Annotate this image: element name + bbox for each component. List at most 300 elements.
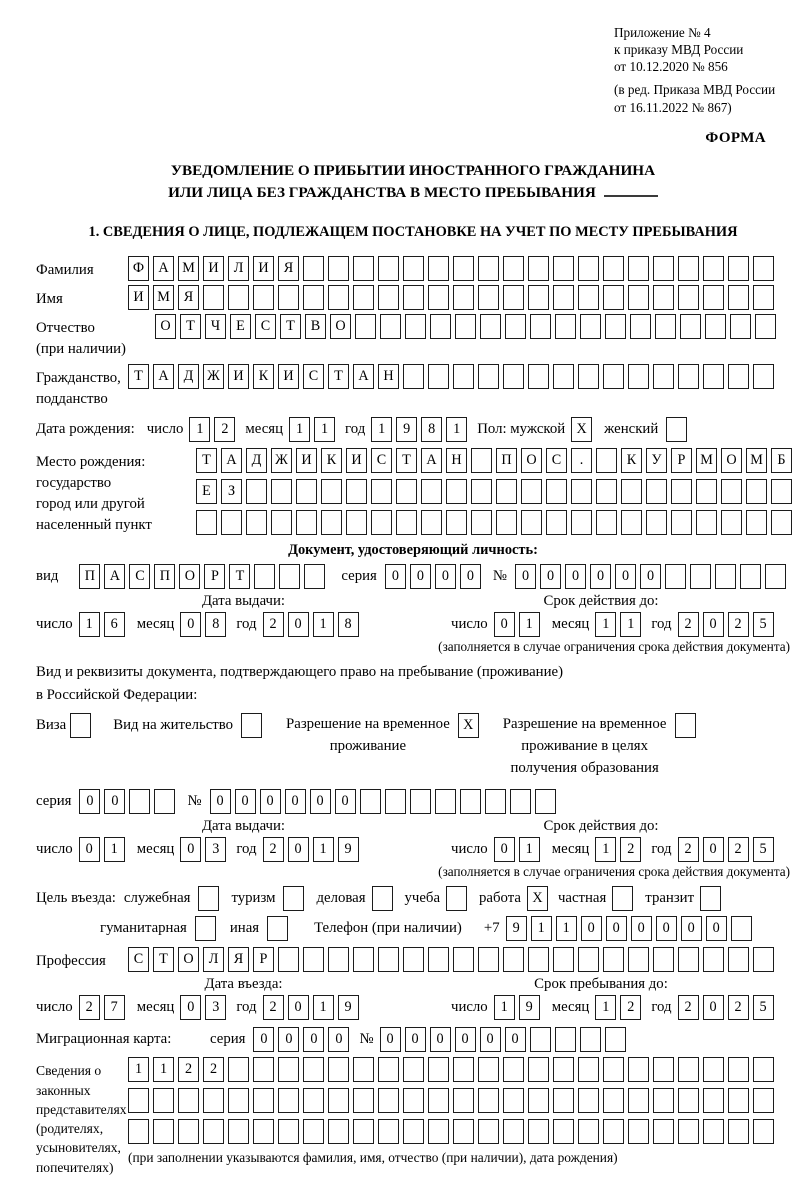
form-cell[interactable] [428,364,449,389]
form-cell[interactable] [360,789,381,814]
form-cell[interactable] [378,947,399,972]
form-cell[interactable] [628,364,649,389]
form-cell[interactable] [428,1057,449,1082]
form-cell[interactable]: И [346,448,367,473]
form-cell[interactable] [503,1088,524,1113]
form-cell[interactable] [528,256,549,281]
form-cell[interactable] [771,510,792,535]
form-cell[interactable] [715,564,736,589]
form-cell[interactable] [653,285,674,310]
form-cell[interactable]: И [128,285,149,310]
form-cell[interactable]: 2 [620,837,641,862]
form-cell[interactable]: 0 [703,837,724,862]
form-cell[interactable] [653,256,674,281]
form-cell[interactable]: Я [178,285,199,310]
form-cell[interactable]: К [253,364,274,389]
form-cell[interactable]: 0 [278,1027,299,1052]
form-cell[interactable] [478,1057,499,1082]
form-cell[interactable]: 0 [180,612,201,637]
form-cell[interactable] [678,1088,699,1113]
form-cell[interactable]: 2 [728,612,749,637]
form-cell[interactable] [428,285,449,310]
form-cell[interactable]: 1 [314,417,335,442]
form-cell[interactable]: С [255,314,276,339]
form-cell[interactable] [578,947,599,972]
form-cell[interactable] [328,947,349,972]
form-cell[interactable] [460,789,481,814]
form-cell[interactable] [696,479,717,504]
form-cell[interactable]: Л [228,256,249,281]
form-cell[interactable] [528,947,549,972]
form-cell[interactable]: 0 [581,916,602,941]
form-cell[interactable]: 1 [556,916,577,941]
form-cell[interactable] [328,256,349,281]
form-cell[interactable] [321,479,342,504]
form-cell[interactable] [428,1119,449,1144]
form-cell[interactable]: 0 [180,995,201,1020]
form-cell[interactable] [605,314,626,339]
form-cell[interactable] [728,1119,749,1144]
form-cell[interactable] [510,789,531,814]
form-cell[interactable] [478,1088,499,1113]
form-cell[interactable] [628,256,649,281]
form-cell[interactable]: Л [203,947,224,972]
form-cell[interactable] [480,314,501,339]
form-cell[interactable] [578,285,599,310]
form-cell[interactable] [328,1119,349,1144]
form-cell[interactable]: О [521,448,542,473]
form-cell[interactable]: 0 [494,612,515,637]
form-cell[interactable] [378,285,399,310]
form-cell[interactable] [303,285,324,310]
form-cell[interactable]: О [178,947,199,972]
checkbox-purpose-humanitarian[interactable] [195,916,216,941]
form-cell[interactable]: А [221,448,242,473]
form-cell[interactable]: 0 [703,612,724,637]
checkbox-temp-permit-edu[interactable] [675,713,696,738]
form-cell[interactable]: 3 [205,837,226,862]
form-cell[interactable] [303,947,324,972]
form-cell[interactable]: 1 [313,995,334,1020]
form-cell[interactable] [403,1088,424,1113]
form-cell[interactable] [553,947,574,972]
form-cell[interactable]: Р [204,564,225,589]
form-cell[interactable] [528,1119,549,1144]
form-cell[interactable]: 8 [421,417,442,442]
form-cell[interactable] [728,364,749,389]
form-cell[interactable]: 3 [205,995,226,1020]
checkbox-purpose-work[interactable]: X [527,886,548,911]
form-cell[interactable]: 1 [289,417,310,442]
form-cell[interactable]: 2 [178,1057,199,1082]
form-cell[interactable] [228,285,249,310]
form-cell[interactable] [696,510,717,535]
form-cell[interactable]: К [321,448,342,473]
form-cell[interactable]: 8 [338,612,359,637]
form-cell[interactable]: С [129,564,150,589]
form-cell[interactable] [628,947,649,972]
form-cell[interactable] [471,479,492,504]
form-cell[interactable]: 0 [104,789,125,814]
form-cell[interactable]: 9 [519,995,540,1020]
form-cell[interactable]: Ж [271,448,292,473]
form-cell[interactable] [246,479,267,504]
form-cell[interactable] [653,947,674,972]
form-cell[interactable] [721,510,742,535]
form-cell[interactable] [478,1119,499,1144]
form-cell[interactable] [403,1057,424,1082]
form-cell[interactable] [128,1119,149,1144]
form-cell[interactable]: 0 [703,995,724,1020]
form-cell[interactable] [753,256,774,281]
form-cell[interactable] [603,1057,624,1082]
form-cell[interactable] [755,314,776,339]
form-cell[interactable]: С [128,947,149,972]
form-cell[interactable] [578,1057,599,1082]
form-cell[interactable] [128,1088,149,1113]
form-cell[interactable] [503,1119,524,1144]
form-cell[interactable]: 0 [494,837,515,862]
form-cell[interactable]: 0 [515,564,536,589]
form-cell[interactable] [690,564,711,589]
form-cell[interactable]: Т [396,448,417,473]
form-cell[interactable]: 2 [263,612,284,637]
form-cell[interactable]: 2 [728,837,749,862]
form-cell[interactable] [203,1119,224,1144]
form-cell[interactable]: Е [196,479,217,504]
form-cell[interactable] [353,947,374,972]
form-cell[interactable]: 1 [128,1057,149,1082]
form-cell[interactable] [665,564,686,589]
form-cell[interactable] [496,510,517,535]
checkbox-purpose-business[interactable] [372,886,393,911]
form-cell[interactable]: В [305,314,326,339]
form-cell[interactable]: О [330,314,351,339]
form-cell[interactable]: А [153,256,174,281]
form-cell[interactable] [628,1057,649,1082]
form-cell[interactable] [521,510,542,535]
form-cell[interactable] [728,256,749,281]
form-cell[interactable]: 0 [455,1027,476,1052]
checkbox-purpose-tourism[interactable] [283,886,304,911]
form-cell[interactable] [731,916,752,941]
form-cell[interactable]: П [154,564,175,589]
form-cell[interactable]: С [303,364,324,389]
form-cell[interactable] [303,1119,324,1144]
form-cell[interactable]: 0 [656,916,677,941]
form-cell[interactable] [646,510,667,535]
form-cell[interactable] [753,364,774,389]
form-cell[interactable] [753,1088,774,1113]
form-cell[interactable] [453,1088,474,1113]
form-cell[interactable]: Я [228,947,249,972]
form-cell[interactable] [228,1119,249,1144]
form-cell[interactable] [728,1057,749,1082]
form-cell[interactable]: 2 [678,995,699,1020]
form-cell[interactable] [746,510,767,535]
form-cell[interactable]: 0 [288,612,309,637]
form-cell[interactable] [455,314,476,339]
form-cell[interactable] [471,448,492,473]
form-cell[interactable]: 1 [531,916,552,941]
form-cell[interactable] [478,285,499,310]
checkbox-gender-female[interactable] [666,417,687,442]
form-cell[interactable] [153,1119,174,1144]
form-cell[interactable]: Т [128,364,149,389]
form-cell[interactable] [703,1057,724,1082]
form-cell[interactable] [178,1088,199,1113]
form-cell[interactable] [753,1057,774,1082]
form-cell[interactable] [740,564,761,589]
form-cell[interactable] [446,479,467,504]
form-cell[interactable]: 0 [310,789,331,814]
form-cell[interactable] [403,256,424,281]
form-cell[interactable]: 0 [460,564,481,589]
form-cell[interactable] [553,1088,574,1113]
form-cell[interactable] [678,285,699,310]
form-cell[interactable] [428,256,449,281]
form-cell[interactable] [328,1088,349,1113]
form-cell[interactable] [403,285,424,310]
form-cell[interactable]: А [153,364,174,389]
form-cell[interactable] [553,256,574,281]
form-cell[interactable] [446,510,467,535]
form-cell[interactable]: М [153,285,174,310]
form-cell[interactable] [571,510,592,535]
form-cell[interactable] [771,479,792,504]
form-cell[interactable] [346,479,367,504]
form-cell[interactable] [705,314,726,339]
form-cell[interactable]: 0 [631,916,652,941]
form-cell[interactable]: 0 [606,916,627,941]
form-cell[interactable]: 0 [430,1027,451,1052]
form-cell[interactable] [403,1119,424,1144]
form-cell[interactable] [346,510,367,535]
form-cell[interactable]: И [228,364,249,389]
form-cell[interactable]: 0 [288,995,309,1020]
form-cell[interactable] [378,1057,399,1082]
form-cell[interactable]: 0 [180,837,201,862]
form-cell[interactable] [528,1088,549,1113]
form-cell[interactable]: 5 [753,837,774,862]
form-cell[interactable] [278,285,299,310]
form-cell[interactable] [328,1057,349,1082]
form-cell[interactable] [154,789,175,814]
form-cell[interactable] [503,256,524,281]
checkbox-purpose-other[interactable] [267,916,288,941]
form-cell[interactable]: 0 [385,564,406,589]
form-cell[interactable] [453,285,474,310]
form-cell[interactable] [253,1088,274,1113]
form-cell[interactable] [253,285,274,310]
checkbox-purpose-private[interactable] [612,886,633,911]
form-cell[interactable] [596,448,617,473]
form-cell[interactable] [653,1057,674,1082]
form-cell[interactable]: 8 [205,612,226,637]
form-cell[interactable] [596,510,617,535]
form-cell[interactable] [378,1088,399,1113]
form-cell[interactable]: З [221,479,242,504]
form-cell[interactable]: Т [196,448,217,473]
form-cell[interactable] [628,1119,649,1144]
form-cell[interactable] [678,1119,699,1144]
form-cell[interactable] [678,1057,699,1082]
form-cell[interactable]: 1 [104,837,125,862]
form-cell[interactable] [153,1088,174,1113]
form-cell[interactable]: 0 [405,1027,426,1052]
form-cell[interactable]: И [253,256,274,281]
form-cell[interactable]: Ж [203,364,224,389]
form-cell[interactable] [353,1057,374,1082]
form-cell[interactable] [254,564,275,589]
form-cell[interactable]: У [646,448,667,473]
form-cell[interactable] [578,364,599,389]
form-cell[interactable]: 0 [615,564,636,589]
form-cell[interactable]: 9 [506,916,527,941]
form-cell[interactable]: 0 [260,789,281,814]
form-cell[interactable]: 1 [494,995,515,1020]
form-cell[interactable]: М [178,256,199,281]
form-cell[interactable]: Р [253,947,274,972]
form-cell[interactable]: 0 [540,564,561,589]
form-cell[interactable] [380,314,401,339]
form-cell[interactable]: О [179,564,200,589]
form-cell[interactable] [271,510,292,535]
form-cell[interactable] [528,364,549,389]
form-cell[interactable] [646,479,667,504]
form-cell[interactable] [528,285,549,310]
form-cell[interactable]: С [546,448,567,473]
checkbox-purpose-transit[interactable] [700,886,721,911]
form-cell[interactable] [703,285,724,310]
form-cell[interactable]: . [571,448,592,473]
form-cell[interactable]: 2 [620,995,641,1020]
form-cell[interactable]: 0 [410,564,431,589]
form-cell[interactable]: А [104,564,125,589]
form-cell[interactable]: Д [246,448,267,473]
form-cell[interactable] [385,789,406,814]
form-cell[interactable] [703,364,724,389]
form-cell[interactable] [353,1088,374,1113]
form-cell[interactable] [553,1119,574,1144]
form-cell[interactable] [580,1027,601,1052]
form-cell[interactable] [530,314,551,339]
form-cell[interactable] [355,314,376,339]
form-cell[interactable] [578,256,599,281]
form-cell[interactable] [703,256,724,281]
form-cell[interactable]: Т [153,947,174,972]
form-cell[interactable]: Д [178,364,199,389]
form-cell[interactable] [303,1057,324,1082]
form-cell[interactable] [603,1088,624,1113]
form-cell[interactable]: И [296,448,317,473]
form-cell[interactable] [303,1088,324,1113]
form-cell[interactable] [530,1027,551,1052]
form-cell[interactable] [279,564,300,589]
form-cell[interactable] [453,947,474,972]
form-cell[interactable]: Т [229,564,250,589]
form-cell[interactable]: И [278,364,299,389]
form-cell[interactable] [621,510,642,535]
form-cell[interactable]: 2 [678,612,699,637]
form-cell[interactable]: Н [378,364,399,389]
form-cell[interactable] [765,564,786,589]
form-cell[interactable] [578,1088,599,1113]
form-cell[interactable]: 2 [263,995,284,1020]
checkbox-temp-permit[interactable]: X [458,713,479,738]
form-cell[interactable] [671,510,692,535]
form-cell[interactable]: 1 [595,837,616,862]
form-cell[interactable] [628,1088,649,1113]
checkbox-residence-permit[interactable] [241,713,262,738]
form-cell[interactable] [478,947,499,972]
form-cell[interactable] [553,364,574,389]
form-cell[interactable] [728,1088,749,1113]
form-cell[interactable] [228,1057,249,1082]
form-cell[interactable]: М [696,448,717,473]
form-cell[interactable]: 0 [681,916,702,941]
form-cell[interactable]: 0 [253,1027,274,1052]
form-cell[interactable]: 0 [640,564,661,589]
form-cell[interactable] [571,479,592,504]
form-cell[interactable] [378,1119,399,1144]
form-cell[interactable] [596,479,617,504]
form-cell[interactable]: 0 [285,789,306,814]
form-cell[interactable] [703,1088,724,1113]
form-cell[interactable]: 9 [338,995,359,1020]
form-cell[interactable]: 2 [79,995,100,1020]
form-cell[interactable]: 0 [380,1027,401,1052]
form-cell[interactable] [535,789,556,814]
form-cell[interactable]: 2 [263,837,284,862]
form-cell[interactable] [403,364,424,389]
form-cell[interactable]: 2 [214,417,235,442]
form-cell[interactable]: 1 [189,417,210,442]
form-cell[interactable] [621,479,642,504]
form-cell[interactable] [435,789,456,814]
form-cell[interactable] [728,285,749,310]
form-cell[interactable] [578,1119,599,1144]
form-cell[interactable] [678,947,699,972]
form-cell[interactable] [753,947,774,972]
form-cell[interactable] [678,364,699,389]
form-cell[interactable]: 0 [328,1027,349,1052]
form-cell[interactable] [304,564,325,589]
checkbox-purpose-study[interactable] [446,886,467,911]
form-cell[interactable] [603,256,624,281]
form-cell[interactable] [321,510,342,535]
form-cell[interactable]: А [421,448,442,473]
form-cell[interactable] [603,947,624,972]
form-cell[interactable]: Т [328,364,349,389]
form-cell[interactable] [555,1027,576,1052]
form-cell[interactable] [271,479,292,504]
form-cell[interactable] [396,479,417,504]
form-cell[interactable] [278,1057,299,1082]
form-cell[interactable]: 0 [79,789,100,814]
form-cell[interactable]: Н [446,448,467,473]
form-cell[interactable]: 1 [313,837,334,862]
checkbox-purpose-official[interactable] [198,886,219,911]
form-cell[interactable]: 2 [203,1057,224,1082]
form-cell[interactable]: 9 [396,417,417,442]
form-cell[interactable]: 1 [446,417,467,442]
form-cell[interactable] [753,1119,774,1144]
form-cell[interactable] [605,1027,626,1052]
form-cell[interactable]: Р [671,448,692,473]
form-cell[interactable] [721,479,742,504]
form-cell[interactable]: О [155,314,176,339]
